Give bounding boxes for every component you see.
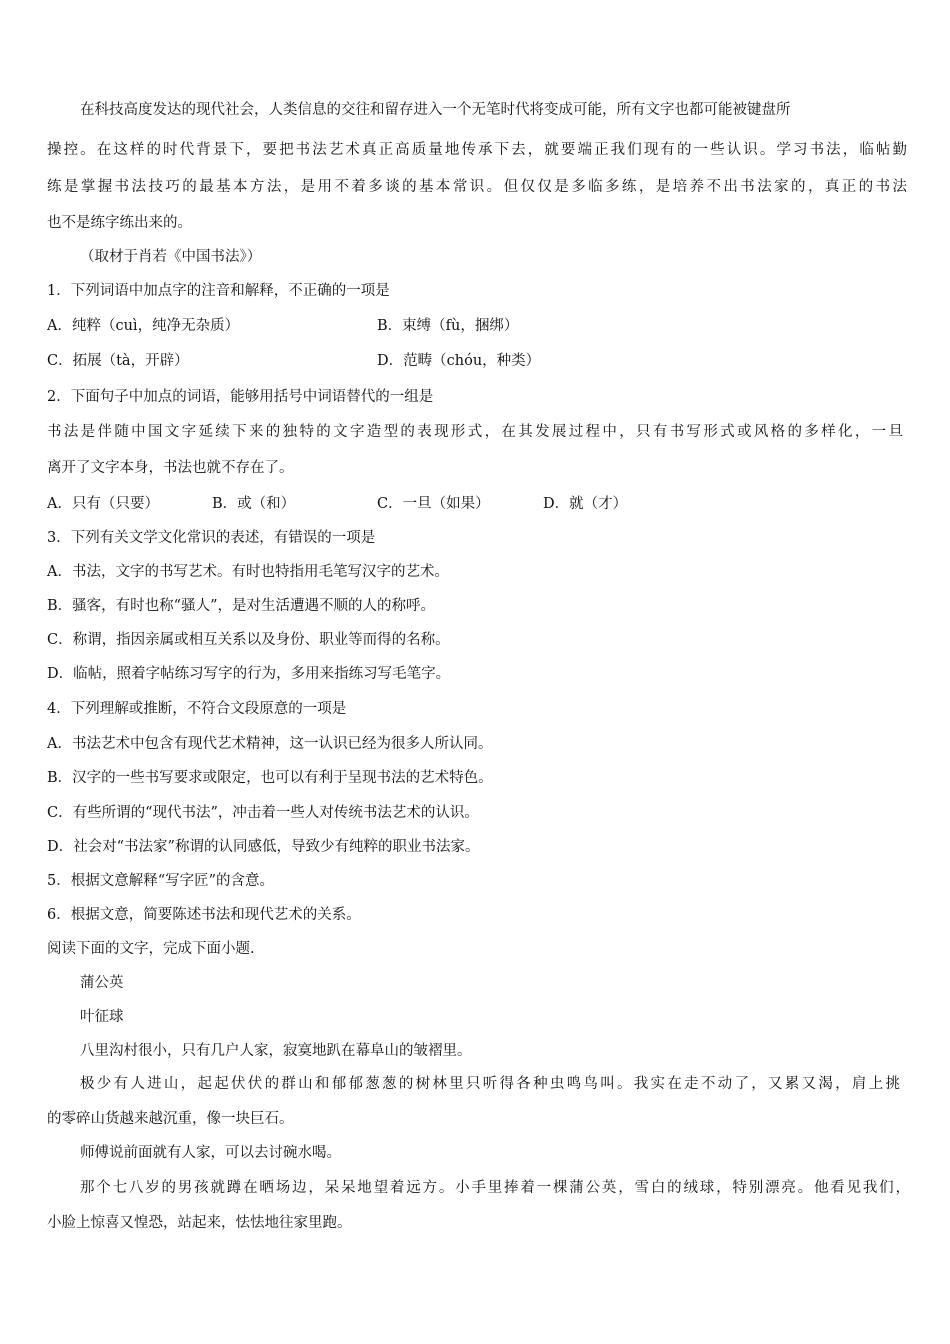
q4-option-c: C．有些所谓的“现代书法”，冲击着一些人对传统书法艺术的认识。 <box>47 805 479 821</box>
q2-option-d: D．就（才） <box>543 496 628 512</box>
q4-option-d: D．社会对“书法家”称谓的认同感低，导致少有纯粹的职业书法家。 <box>47 839 480 855</box>
story-author: 叶征球 <box>80 1009 124 1025</box>
reading-instruction: 阅读下面的文字，完成下面小题. <box>47 941 255 957</box>
q4-option-a: A．书法艺术中包含有现代艺术精神，这一认识已经为很多人所认同。 <box>47 736 493 752</box>
q2-option-a: A．只有（只要） <box>47 496 159 512</box>
question-1-stem: 1．下列词语中加点字的注音和解释，不正确的一项是 <box>47 283 390 299</box>
story-paragraph-line: 小脸上惊喜又惶恐，站起来，怯怯地往家里跑。 <box>47 1215 352 1231</box>
q3-option-b: B．骚客，有时也称“骚人”，是对生活遭遇不顺的人的称呼。 <box>47 598 435 614</box>
story-paragraph-line: 八里沟村很小，只有几户人家，寂寞地趴在幕阜山的皱褶里。 <box>80 1043 472 1059</box>
q2-option-c: C．一旦（如果） <box>377 496 490 512</box>
question-3-stem: 3．下列有关文学文化常识的表述，有错误的一项是 <box>47 530 376 546</box>
question-2-stem: 2．下面句子中加点的词语，能够用括号中词语替代的一组是 <box>47 389 434 405</box>
question-4-stem: 4．下列理解或推断，不符合文段原意的一项是 <box>47 701 347 717</box>
q1-option-d: D．范畴（chóu，种类） <box>377 353 541 369</box>
q1-option-b: B．束缚（fù，捆绑） <box>377 318 519 334</box>
passage-source: （取材于肖若《中国书法》） <box>80 249 262 265</box>
story-paragraph-line: 的零碎山货越来越沉重，像一块巨石。 <box>47 1111 294 1127</box>
story-paragraph-line: 极少有人进山，起起伏伏的群山和郁郁葱葱的树林里只听得各种虫鸣鸟叫。我实在走不动了，又累又渴，肩上挑 <box>80 1076 900 1092</box>
question-5-stem: 5．根据文意解释“写字匠”的含意。 <box>47 873 275 889</box>
q3-option-c: C．称谓，指因亲属或相互关系以及身份、职业等而得的名称。 <box>47 632 450 648</box>
passage-line: 练是掌握书法技巧的最基本方法，是用不着多谈的基本常识。但仅仅是多临多练，是培养不出书法家的，真正的书法 <box>47 179 907 195</box>
q1-option-c: C．拓展（tà，开辟） <box>47 353 189 369</box>
q2-sentence-line: 书法是伴随中国文字延续下来的独特的文字造型的表现形式，在其发展过程中，只有书写形式或风格的多样化，一旦 <box>47 424 903 440</box>
passage-line: 操控。在这样的时代背景下，要把书法艺术真正高质量地传承下去，就要端正我们现有的一些认识。学习书法，临帖勤 <box>47 142 907 158</box>
q2-sentence-line: 离开了文字本身，书法也就不存在了。 <box>47 460 294 476</box>
story-paragraph-line: 师傅说前面就有人家，可以去讨碗水喝。 <box>80 1145 341 1161</box>
passage-line: 也不是练字练出来的。 <box>47 215 192 231</box>
story-paragraph-line: 那个七八岁的男孩就蹲在晒场边，呆呆地望着远方。小手里捧着一棵蒲公英，雪白的绒球，特别漂亮。他看见我们， <box>80 1180 910 1196</box>
q3-option-a: A．书法，文字的书写艺术。有时也特指用毛笔写汉字的艺术。 <box>47 564 449 580</box>
q3-option-d: D．临帖，照着字帖练习写字的行为，多用来指练习写毛笔字。 <box>47 666 451 682</box>
question-6-stem: 6．根据文意，简要陈述书法和现代艺术的关系。 <box>47 907 361 923</box>
story-title: 蒲公英 <box>80 975 124 991</box>
q4-option-b: B．汉字的一些书写要求或限定，也可以有利于呈现书法的艺术特色。 <box>47 770 493 786</box>
passage-line: 在科技高度发达的现代社会，人类信息的交往和留存进入一个无笔时代将变成可能，所有文字也都可能被键盘所 <box>80 102 791 118</box>
q1-option-a: A．纯粹（cuì，纯净无杂质） <box>47 318 240 334</box>
q2-option-b: B．或（和） <box>212 496 296 512</box>
